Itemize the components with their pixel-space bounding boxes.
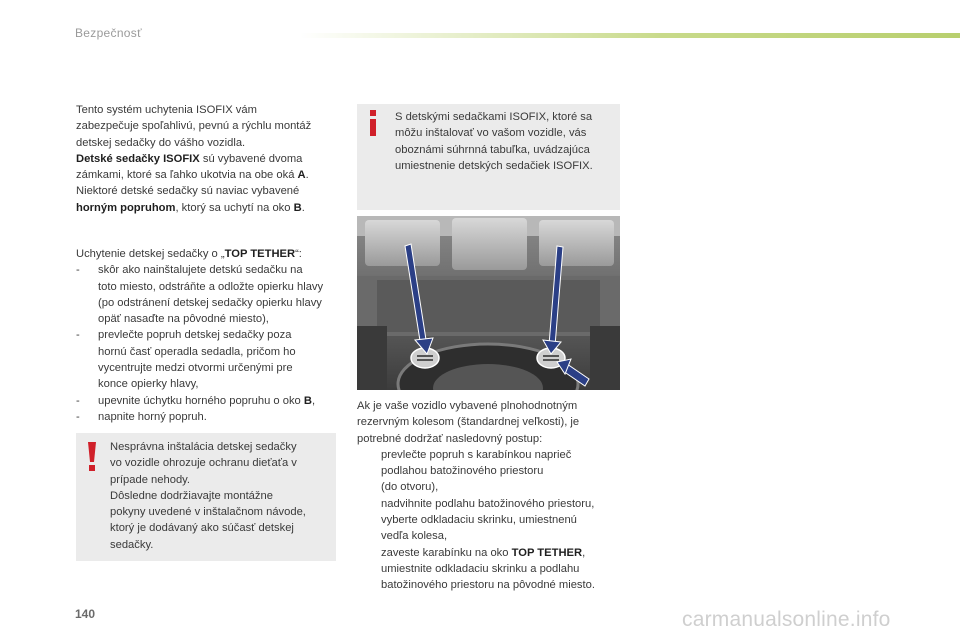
intro-line: zabezpečuje spoľahlivú, pevnú a rýchlu montáž	[76, 120, 312, 133]
list-item: prevlečte popruh s karabínkou naprieč podlahou batožinového priestoru (do otvoru),	[381, 448, 572, 494]
headrest-left	[365, 220, 440, 266]
list-item: umiestnite odkladaciu skrinku a podlahu batožinového priestoru na pôvodné miesto.	[381, 562, 595, 592]
intro-line: Tento systém uchytenia ISOFIX vám	[76, 104, 257, 116]
intro-line: Niektoré detské sedačky sú naviac vybavené	[76, 185, 300, 198]
top-tether-instructions	[76, 246, 344, 425]
intro-line: detskej sedačky do vášho vozidla.	[76, 136, 246, 149]
info-text: S detskými sedačkami ISOFIX, ktoré sa môžu inštalovať vo vašom vozidle, vás oboznámi súhrnná tabuľka, uvádzajúca umiestnenie detských sedačiek ISOFIX.	[395, 111, 593, 172]
headrest-center	[452, 218, 527, 270]
page-number: 140	[75, 607, 96, 621]
list-item: zaveste karabínku na oko TOP TETHER,	[381, 546, 586, 559]
section-title: Bezpečnosť	[75, 26, 142, 40]
info-box	[357, 104, 620, 210]
exclamation-icon	[86, 442, 98, 472]
intro-line: horným popruhom, ktorý sa uchytí na oko B.	[76, 201, 305, 214]
list-item: - napnite horný popruh.	[76, 410, 207, 423]
warning-box	[76, 433, 336, 561]
trunk-photo	[357, 216, 620, 390]
watermark: carmanualsonline.info	[682, 608, 891, 631]
headrest-right	[539, 220, 614, 266]
intro-line: zámkami, ktoré sa ľahko ukotvia na obe oká A.	[76, 169, 309, 182]
header-gradient-bar	[300, 33, 960, 38]
warning-text: Nesprávna inštalácia detskej sedačky vo vozidle ohrozuje ochranu dieťaťa v prípade nehody. Dôsledne dodržiavajte montážne pokyny uvedené v inštalačnom návode, ktorý je dodávaný ako súčasť detskej sedačky.	[110, 441, 306, 551]
list-item: - prevlečte popruh detskej sedačky poza hornú časť operadla sedadla, pričom ho vycentrujte medzi otvormi určenými pre konce opierky hlavy,	[76, 329, 296, 391]
list-item: vyberte odkladaciu skrinku, umiestnenú vedľa kolesa,	[381, 514, 577, 543]
intro-text	[76, 102, 344, 216]
trunk-illustration	[357, 216, 620, 390]
intro-line: Detské sedačky ISOFIX sú vybavené dvoma	[76, 152, 303, 165]
tether-lead: Uchytenie detskej sedačky o „TOP TETHER“:	[76, 248, 302, 260]
list-item: - skôr ako nainštalujete detskú sedačku na toto miesto, odstráňte a odložte opierku hlavy (po odstránení detskej sedačky opierku hlavy opäť nasaďte na pôvodné miesto),	[76, 264, 324, 326]
list-item: nadvihnite podlahu batožinového priestoru,	[381, 497, 595, 510]
list-item: - upevnite úchytku horného popruhu o oko B,	[76, 394, 316, 407]
spare-wheel-instructions: Ak je vaše vozidlo vybavené plnohodnotným rezervným kolesom (štandardnej veľkosti), je potrebné dodržať nasledovný postup: prevlečte popruh s karabínkou naprieč podlahou batožinového priestoru (do otvoru), nadvihnite podlahu batožinového priestoru, vyberte odkladaciu skrinku, umiestnenú vedľa kolesa, zaveste karabínku na oko TOP TETHER, umiestnite odkladaciu skrinku a podlahu batožinového priestoru na pôvodné miesto.	[357, 398, 625, 594]
info-i-icon	[366, 110, 380, 136]
